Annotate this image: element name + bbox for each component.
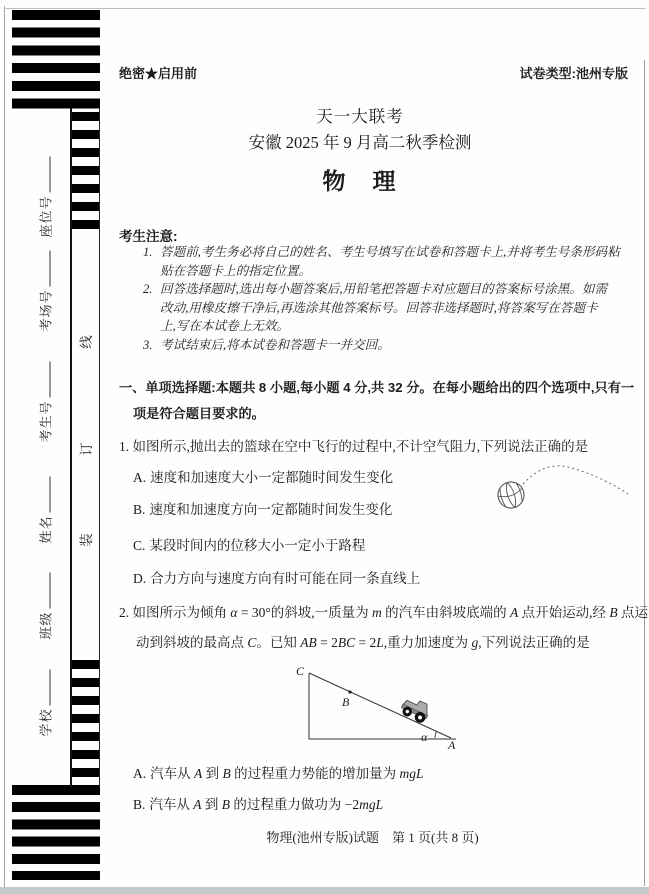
page-edge-right xyxy=(644,60,645,886)
question-number: 1. xyxy=(119,439,130,454)
field-exam-room-number xyxy=(36,250,55,331)
subject-title: 物 理 xyxy=(322,169,398,194)
label-point-a: A xyxy=(448,738,456,752)
page-footer: 物理(池州专版)试题 第 1 页(共 8 页) xyxy=(266,830,479,845)
binding-line-right xyxy=(99,108,100,787)
incline-hypotenuse xyxy=(309,673,451,738)
organization-title: 天一大联考 xyxy=(316,107,404,126)
question-2-option-a xyxy=(133,762,424,782)
page-edge-bottom xyxy=(0,887,649,894)
car-icon xyxy=(399,695,432,725)
notice-item-number: 1. xyxy=(143,245,153,259)
question-number: 2. xyxy=(119,605,130,620)
option-text: 汽车从 A 到 B 的过程重力做功为 −2mgL xyxy=(149,797,384,812)
question-text: 如图所示为倾角 α = 30°的斜坡,一质量为 m 的汽车由斜坡底端的 A 点开始运动,经 B 点运 xyxy=(132,605,648,620)
question-1-option-b xyxy=(133,498,392,518)
basketball-trajectory-figure xyxy=(488,452,640,510)
fill-in-blank xyxy=(47,476,51,512)
question-2-stem xyxy=(119,598,648,658)
notice-list xyxy=(143,243,643,355)
field-label: 考生号 xyxy=(38,400,54,443)
section-heading-line: 项是符合题目要求的。 xyxy=(133,406,265,421)
field-label: 考场号 xyxy=(38,289,54,332)
field-label: 姓名 xyxy=(38,515,54,544)
question-2-option-b xyxy=(133,793,383,813)
option-key: B. xyxy=(133,502,146,517)
notice-item-1 xyxy=(143,243,643,280)
fill-in-blank xyxy=(47,361,51,397)
section-heading-single-choice xyxy=(119,375,634,427)
option-text: 合力方向与速度方向有时可能在同一条直线上 xyxy=(150,571,421,586)
field-label: 班级 xyxy=(38,611,54,640)
fill-in-blank xyxy=(47,250,51,286)
page-edge-left xyxy=(4,6,5,888)
notice-line: 回答选择题时,选出每小题答案后,用铅笔把答题卡对应题目的答案标号涂黑。如需 xyxy=(160,282,608,297)
option-key: A. xyxy=(133,766,147,781)
field-seat-number xyxy=(36,156,55,237)
option-text: 汽车从 A 到 B 的过程重力势能的增加量为 mgL xyxy=(150,766,424,781)
field-school xyxy=(36,669,55,736)
label-point-c: C xyxy=(296,664,305,678)
registration-marks-top-wide xyxy=(12,10,100,109)
binding-char-xian: 线 xyxy=(79,335,94,349)
security-classification-label: 绝密★启用前 xyxy=(119,66,198,81)
notice-line: 答题前,考生务必将自己的姓名、考生号填写在试卷和答题卡上,并将考生号条形码粘 xyxy=(160,245,620,259)
registration-marks-top-narrow xyxy=(72,112,100,230)
option-key: C. xyxy=(133,538,146,553)
option-key: A. xyxy=(133,470,147,485)
field-name xyxy=(36,476,55,543)
point-b-dot xyxy=(348,690,351,693)
notice-line: 上,写在本试卷上无效。 xyxy=(160,319,290,334)
question-text: 如图所示,抛出去的篮球在空中飞行的过程中,不计空气阻力,下列说法正确的是 xyxy=(132,439,589,454)
notice-item-number: 3. xyxy=(143,337,153,352)
notice-line: 考试结束后,将本试卷和答题卡一并交回。 xyxy=(160,337,390,352)
notice-item-2 xyxy=(143,280,643,336)
section-heading-line: 一、单项选择题:本题共 8 小题,每小题 4 分,共 32 分。在每小题给出的四个选项中,只有一 xyxy=(119,380,635,395)
field-class xyxy=(36,572,55,639)
notice-item-number: 2. xyxy=(143,282,153,297)
field-label: 学校 xyxy=(38,708,54,737)
notice-title: 考生注意: xyxy=(119,229,178,244)
registration-marks-bottom-narrow xyxy=(72,660,100,778)
basketball-icon xyxy=(495,479,528,510)
question-1-option-a xyxy=(133,466,393,486)
angle-arc xyxy=(435,731,437,738)
question-1-option-d xyxy=(133,567,420,587)
option-key: D. xyxy=(133,571,147,586)
field-label: 座位号 xyxy=(38,195,54,238)
exam-session-title: 安徽 2025 年 9 月高二秋季检测 xyxy=(248,133,472,152)
page-edge-top xyxy=(4,8,645,9)
question-stem-line: 动到斜坡的最高点 C。已知 AB = 2BC = 2L,重力加速度为 g,下列说法正确的是 xyxy=(136,635,590,650)
fill-in-blank xyxy=(47,669,51,705)
question-1-option-c xyxy=(133,534,365,554)
label-angle-alpha: α xyxy=(421,730,428,744)
binding-line-left xyxy=(70,108,72,787)
notice-item-3 xyxy=(143,336,643,355)
incline-diagram xyxy=(265,660,490,755)
option-key: B. xyxy=(133,797,146,812)
paper-type-label: 试卷类型:池州专版 xyxy=(519,66,628,81)
binding-char-ding: 订 xyxy=(79,442,94,456)
notice-line: 改动,用橡皮擦干净后,再选涂其他答案标号。回答非选择题时,将答案写在答题卡 xyxy=(160,300,598,315)
notice-line: 贴在答题卡上的指定位置。 xyxy=(160,263,312,278)
label-point-b: B xyxy=(342,695,350,709)
question-stem-line xyxy=(119,598,648,628)
option-text: 速度和加速度大小一定都随时间发生变化 xyxy=(150,470,394,485)
binding-char-zhuang: 装 xyxy=(79,533,94,547)
fill-in-blank xyxy=(47,156,51,192)
option-text: 某段时间内的位移大小一定小于路程 xyxy=(149,538,366,553)
trajectory-dashed-path xyxy=(523,466,628,494)
registration-marks-bottom-wide xyxy=(12,785,100,880)
field-candidate-number xyxy=(36,361,55,442)
option-text: 速度和加速度方向一定都随时间发生变化 xyxy=(149,502,393,517)
fill-in-blank xyxy=(47,572,51,608)
